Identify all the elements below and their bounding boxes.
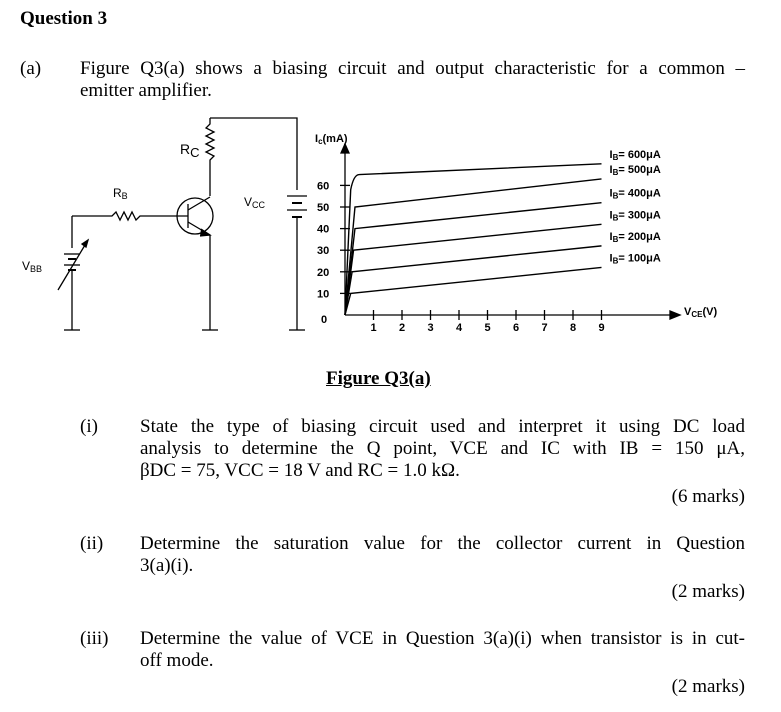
sub-question-label: (ii) xyxy=(80,533,104,554)
marks-label: (6 marks) xyxy=(671,486,745,507)
sub-question-label: (i) xyxy=(80,416,98,437)
part-a-text-line-2: emitter amplifier. xyxy=(80,80,212,101)
curve-ib-series xyxy=(345,164,602,315)
x-tick-label: 1 xyxy=(370,322,377,334)
curve-ib-series xyxy=(345,224,602,315)
y-tick-label: 40 xyxy=(317,223,330,236)
vcc-label: VCC xyxy=(244,195,266,210)
sub-question-text-line: 3(a)(i). xyxy=(140,555,194,576)
series-label: IB= 200μA xyxy=(609,230,661,244)
y-axis-label: Ic(mA) xyxy=(315,133,348,146)
vbb-variable-arrow xyxy=(58,240,88,290)
rb-resistor xyxy=(72,212,188,220)
x-axis-label: VCE(V) xyxy=(684,306,718,319)
series-label: IB= 100μA xyxy=(609,252,661,266)
x-tick-label: 4 xyxy=(456,322,463,334)
marks-label: (2 marks) xyxy=(671,581,745,602)
sub-question-text-line: βDC = 75, VCC = 18 V and RC = 1.0 kΩ. xyxy=(140,460,460,481)
x-tick-label: 3 xyxy=(427,322,434,334)
sub-question-text-line: off mode. xyxy=(140,650,214,671)
rc-label: RC xyxy=(180,141,200,160)
series-label: IB= 600μA xyxy=(609,148,661,162)
sub-question-text-line: Determine the saturation value for the collector current in Question xyxy=(140,533,745,554)
curve-ib-series xyxy=(345,267,602,315)
part-a-label: (a) xyxy=(20,58,42,79)
output-characteristic-chart xyxy=(315,133,717,334)
series-label: IB= 300μA xyxy=(609,209,661,223)
x-axis-arrow xyxy=(670,311,680,319)
vcc-wire xyxy=(210,118,297,190)
figure-caption: Figure Q3(a) xyxy=(326,368,431,389)
y-tick-label: 20 xyxy=(317,266,330,279)
x-tick-label: 6 xyxy=(513,322,520,334)
series-label: IB= 400μA xyxy=(609,187,661,201)
sub-question-text-line: State the type of biasing circuit used and interpret it using DC load xyxy=(140,416,745,437)
sub-question-text-line: analysis to determine the Q point, VCE and IC with IB = 150 μA, xyxy=(140,438,745,459)
x-tick-label: 2 xyxy=(399,322,406,334)
x-tick-label: 9 xyxy=(598,322,605,334)
y-axis-arrow xyxy=(341,144,349,153)
sub-question-text-line: Determine the value of VCE in Question 3(a)(i) when transistor is in cut- xyxy=(140,628,745,649)
rc-resistor xyxy=(206,118,214,196)
rb-label: RB xyxy=(113,186,128,201)
question-title: Question 3 xyxy=(20,8,108,29)
x-tick-label: 5 xyxy=(484,322,491,334)
marks-label: (2 marks) xyxy=(671,676,745,697)
y-tick-label: 50 xyxy=(317,202,330,214)
x-tick-label: 8 xyxy=(570,322,577,334)
y-tick-label: 60 xyxy=(317,180,330,193)
y-tick-label: 10 xyxy=(317,288,330,301)
x-tick-label: 7 xyxy=(541,322,548,334)
y-tick-label: 30 xyxy=(317,245,330,258)
part-a-text-line-1: Figure Q3(a) shows a biasing circuit and output characteristic for a common – xyxy=(80,58,745,79)
vbb-label: VBB xyxy=(22,259,43,274)
sub-question-label: (iii) xyxy=(80,628,109,649)
origin-label: 0 xyxy=(321,314,328,326)
series-label: IB= 500μA xyxy=(609,163,661,177)
